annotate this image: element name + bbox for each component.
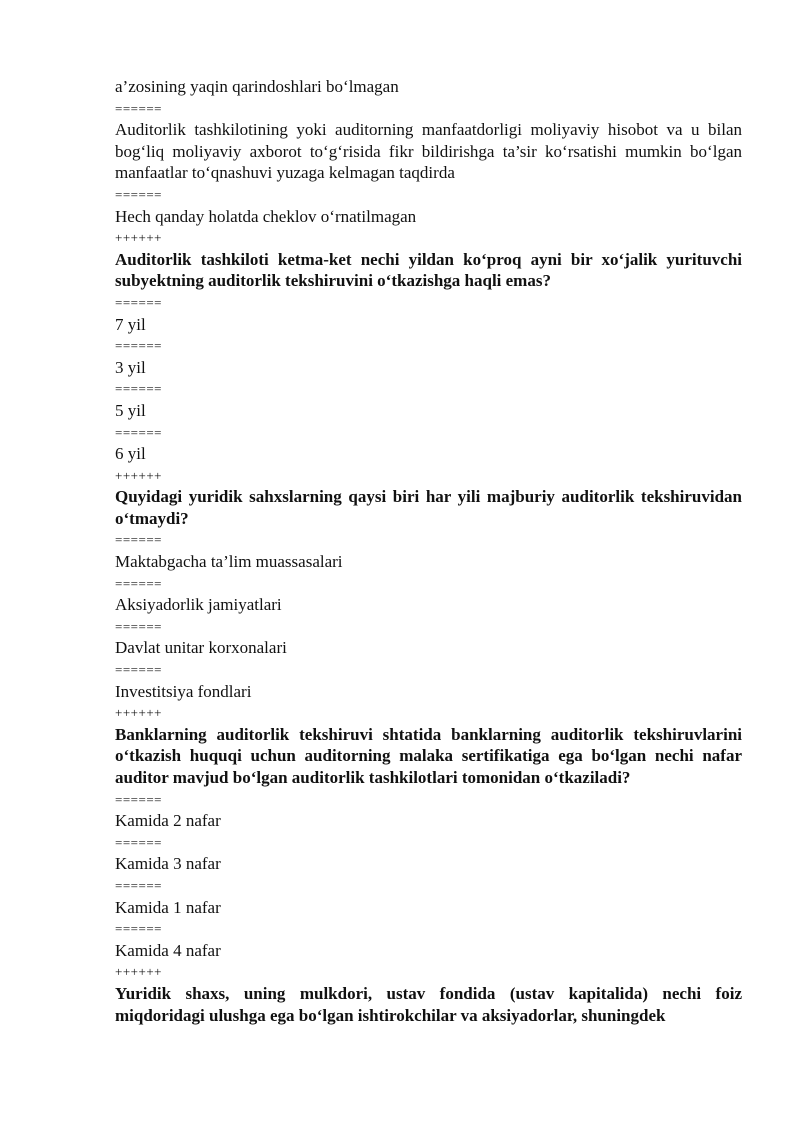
answer-option: Davlat unitar korxonalari <box>115 638 287 658</box>
answer-separator: ====== <box>115 877 162 893</box>
question-text: Yuridik shaxs, uning mulkdori, ustav fondida (ustav kapitalida) nechi foiz miqdoridagi ulushga ega bo‘lgan ishtirokchilar va aksiyadorlar, shuningdek <box>115 983 742 1025</box>
quiz-text-body <box>115 76 742 1026</box>
question-separator: ++++++ <box>115 467 162 483</box>
answer-separator: ====== <box>115 921 162 937</box>
question-separator: ++++++ <box>115 964 162 980</box>
answer-option: 5 yil <box>115 400 146 420</box>
answer-option: Kamida 1 nafar <box>115 897 221 917</box>
answer-option: 3 yil <box>115 357 146 377</box>
answer-separator: ====== <box>115 100 162 116</box>
answer-option: 7 yil <box>115 314 146 334</box>
answer-option: Aksiyadorlik jamiyatlari <box>115 595 282 615</box>
answer-separator: ====== <box>115 575 162 591</box>
answer-separator: ====== <box>115 381 162 397</box>
answer-option: Kamida 3 nafar <box>115 854 221 874</box>
answer-option: 6 yil <box>115 444 146 464</box>
question-separator: ++++++ <box>115 705 162 721</box>
answer-separator: ====== <box>115 834 162 850</box>
question-text: Quyidagi yuridik sahxslarning qaysi biri har yili majburiy auditorlik tekshiruvidan o‘tmaydi? <box>115 487 742 528</box>
answer-option: Auditorlik tashkilotining yoki auditorning manfaatdorligi moliyaviy hisobot va u bilan bog‘liq moliyaviy axborot to‘g‘risida fikr bildirishga ta’sir ko‘rsatishi mumkin bo‘lgan manfaatlar to‘qnashuvi yuzaga kelmagan taqdirda <box>115 120 742 183</box>
question-separator: ++++++ <box>115 230 162 246</box>
question-text: Banklarning auditorlik tekshiruvi shtatida banklarning auditorlik tekshiruvlarini o‘tkazish huquqi uchun auditorning malaka sertifikatiga ega bo‘lgan nechi nafar auditor mavjud bo‘lgan auditorlik tashkilotlari tomonidan o‘tkaziladi? <box>115 724 742 787</box>
answer-separator: ====== <box>115 294 162 310</box>
question-text: Auditorlik tashkiloti ketma-ket nechi yildan ko‘proq ayni bir xo‘jalik yurituvchi subyektning auditorlik tekshiruvini o‘tkazishga haqli emas? <box>115 249 742 291</box>
answer-option: Hech qanday holatda cheklov o‘rnatilmagan <box>115 206 417 226</box>
answer-separator: ====== <box>115 618 162 634</box>
answer-option: Kamida 4 nafar <box>115 940 221 960</box>
answer-option: a’zosining yaqin qarindoshlari bo‘lmagan <box>115 77 399 96</box>
answer-separator: ====== <box>115 662 162 678</box>
answer-separator: ====== <box>115 338 162 354</box>
answer-option: Kamida 2 nafar <box>115 811 221 831</box>
answer-separator: ====== <box>115 532 162 548</box>
answer-option: Maktabgacha ta’lim muassasalari <box>115 552 343 572</box>
answer-separator: ====== <box>115 791 162 807</box>
answer-option: Investitsiya fondlari <box>115 681 252 701</box>
answer-separator: ====== <box>115 186 162 202</box>
answer-separator: ====== <box>115 424 162 440</box>
